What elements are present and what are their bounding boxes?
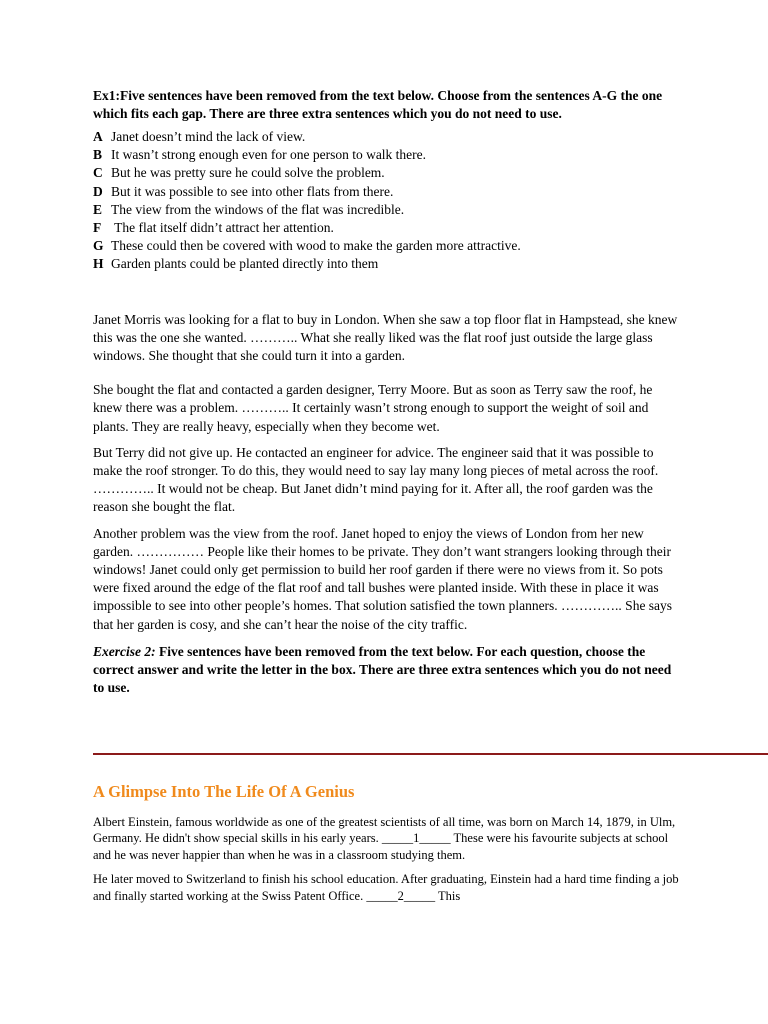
exercise-2-label: Exercise 2: [93,643,156,659]
paragraph: Another problem was the view from the roof. Janet hoped to enjoy the views of London from her new garden. …………… People like their homes to be private. They don’t want strangers looking through their windows! Janet could only get permission to build her roof garden if there were no views from it. So pots were fixed around the edge of the flat roof and tall bushes were planted inside. With these in place it was impossible to see into other people’s homes. That solution satisfied the town planners. ………….. She says that her garden is cosy, and she can’t hear the noise of the city traffic. [93,525,673,632]
option-c [93,164,683,182]
exercise-2-text: Five sentences have been removed from the text below. For each question, choose the correct answer and write the letter in the box. There are three extra sentences which you do not need to use. [93,643,672,696]
article-title: A Glimpse Into The Life Of A Genius [93,782,355,801]
option-d [93,183,683,201]
section-divider [93,753,768,755]
option-letter: C [93,165,103,181]
option-text: Janet doesn’t mind the lack of view. [111,129,306,144]
exercise-1 [93,87,683,697]
option-b [93,146,683,164]
option-text: The flat itself didn’t attract her attention. [111,220,334,236]
option-g [93,237,683,255]
option-text: The view from the windows of the flat was incredible. [111,201,405,217]
exercise-2-instructions [93,643,683,698]
option-h [93,255,683,273]
option-letter: G [93,238,104,254]
paragraph: She bought the flat and contacted a garden designer, Terry Moore. But as soon as Terry saw the roof, he knew there was a problem. ……….. It certainly wasn’t strong enough to support the weight of soil and plants. They are really heavy, especially when they become wet. [93,382,653,434]
paragraph: Janet Morris was looking for a flat to buy in London. When she saw a top floor flat in Hampstead, she knew this was the one she wanted. ……….. What she really liked was the flat roof just outside the large glass windows. She thought that she could turn it into a garden. [93,311,678,364]
option-e [93,201,683,219]
option-letter: F [93,220,102,236]
option-letter: B [93,147,103,163]
option-text: But it was possible to see into other flats from there. [111,183,394,199]
article-paragraph: Albert Einstein, famous worldwide as one of the greatest scientists of all time, was born on March 14, 1879, in Ulm, Germany. He didn't show special skills in his early years. _____1_____ These were his favourite subjects at school and he was never happier than when he was in a classroom studying them. [93,815,676,862]
option-letter: A [93,129,103,144]
option-text: These could then be covered with wood to make the garden more attractive. [111,238,521,254]
option-letter: H [93,256,104,272]
article-section [93,782,683,904]
article-paragraph: He later moved to Switzerland to finish his school education. After graduating, Einstein had a hard time finding a job and finally started working at the Swiss Patent Office. _____2_____ This [93,872,679,903]
option-letter: D [93,183,103,199]
paragraph: But Terry did not give up. He contacted an engineer for advice. The engineer said that it was possible to make the roof stronger. To do this, they would need to say lay many long pieces of metal across the roof. ………….. It would not be cheap. But Janet didn’t mind paying for it. After all, the roof garden was the reason she bought the flat. [93,444,659,515]
option-a [93,128,683,146]
exercise-1-heading: Ex1:Five sentences have been removed from the text below. Choose from the sentences A-G the one which fits each gap. There are three extra sentences which you do not need to use. [93,88,663,121]
option-text: It wasn’t strong enough even for one person to walk there. [111,147,427,163]
options-list [93,128,683,274]
option-f [93,219,683,237]
option-letter: E [93,201,103,217]
option-text: But he was pretty sure he could solve the problem. [111,165,385,181]
option-text: Garden plants could be planted directly into them [111,256,379,272]
